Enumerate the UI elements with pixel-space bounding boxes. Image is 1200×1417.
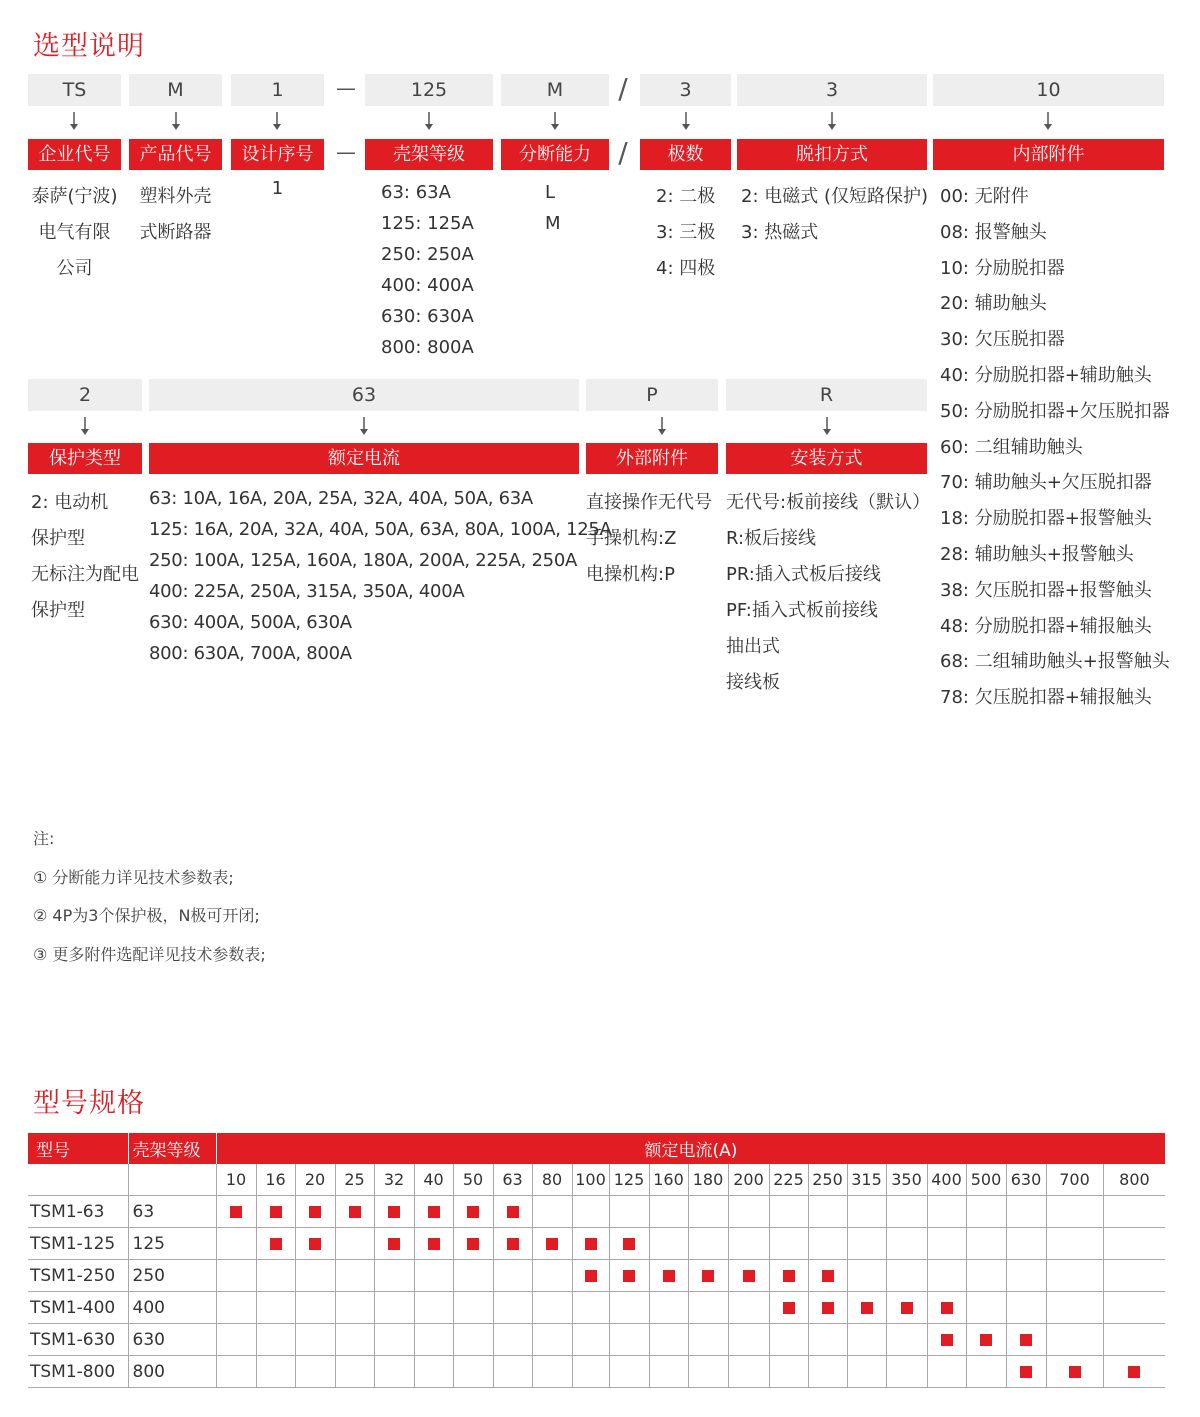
current-header-cell: 225 — [769, 1164, 808, 1196]
frame-cell: 63 — [128, 1196, 216, 1228]
current-header-cell: 100 — [572, 1164, 609, 1196]
note-item: ① 分断能力详见技术参数表; — [33, 867, 234, 887]
rating-cell — [886, 1260, 927, 1292]
label-breaking-capacity: 分断能力 — [501, 139, 609, 170]
available-marker-icon — [623, 1238, 635, 1250]
rating-cell — [728, 1196, 769, 1228]
slash-separator: / — [618, 136, 628, 169]
rating-cell — [688, 1260, 728, 1292]
current-header-cell: 700 — [1046, 1164, 1103, 1196]
rating-cell — [966, 1356, 1006, 1388]
rating-cell — [374, 1260, 414, 1292]
available-marker-icon — [822, 1270, 834, 1282]
rating-cell — [1046, 1292, 1103, 1324]
section-title-spec: 型号规格 — [33, 1088, 145, 1119]
rating-cell — [847, 1260, 886, 1292]
rating-cell — [374, 1324, 414, 1356]
rating-cell — [649, 1228, 688, 1260]
code-frame: 125 — [365, 74, 493, 106]
note-item: ③ 更多附件选配详见技术参数表; — [33, 944, 266, 964]
available-marker-icon — [1069, 1366, 1081, 1378]
frame-cell: 800 — [128, 1356, 216, 1388]
arrow-down-icon — [680, 111, 692, 131]
available-marker-icon — [941, 1334, 953, 1346]
rating-cell — [414, 1324, 453, 1356]
label-frame-level: 壳架等级 — [365, 139, 493, 170]
rating-cell — [808, 1228, 847, 1260]
desc-product: 塑料外壳 式断路器 — [139, 186, 212, 243]
rating-cell — [572, 1228, 609, 1260]
arrow-down-icon — [358, 416, 370, 436]
rating-cell — [295, 1356, 335, 1388]
rating-cell — [453, 1292, 493, 1324]
rating-cell — [769, 1228, 808, 1260]
rating-cell — [1046, 1356, 1103, 1388]
available-marker-icon — [349, 1206, 361, 1218]
rating-cell — [295, 1260, 335, 1292]
rating-cell — [256, 1356, 295, 1388]
rating-cell — [966, 1228, 1006, 1260]
rating-cell — [688, 1196, 728, 1228]
col-current: 额定电流(A) — [216, 1133, 1165, 1164]
rating-cell — [808, 1356, 847, 1388]
rating-cell — [374, 1356, 414, 1388]
rating-cell — [1046, 1324, 1103, 1356]
rating-cell — [532, 1324, 572, 1356]
current-header-cell: 250 — [808, 1164, 847, 1196]
available-marker-icon — [941, 1302, 953, 1314]
desc-breaking: L M — [545, 182, 561, 234]
rating-cell — [453, 1356, 493, 1388]
rating-cell — [1103, 1260, 1165, 1292]
rating-cell — [808, 1196, 847, 1228]
rating-cell — [256, 1260, 295, 1292]
rating-cell — [688, 1228, 728, 1260]
available-marker-icon — [467, 1206, 479, 1218]
rating-cell — [1006, 1356, 1046, 1388]
code-install: R — [726, 379, 927, 411]
note-heading: 注: — [33, 829, 55, 848]
rating-cell — [414, 1196, 453, 1228]
dash-separator: — — [336, 76, 356, 100]
rating-cell — [1103, 1196, 1165, 1228]
available-marker-icon — [980, 1334, 992, 1346]
current-header-cell: 32 — [374, 1164, 414, 1196]
available-marker-icon — [783, 1270, 795, 1282]
rating-cell — [808, 1260, 847, 1292]
rating-cell — [374, 1228, 414, 1260]
rating-cell — [966, 1292, 1006, 1324]
model-cell: TSM1-250 — [28, 1260, 128, 1292]
rating-cell — [493, 1260, 532, 1292]
code-breaking: M — [501, 74, 609, 106]
rating-cell — [572, 1356, 609, 1388]
rating-cell — [769, 1260, 808, 1292]
rating-cell — [414, 1260, 453, 1292]
rating-cell — [572, 1324, 609, 1356]
rating-cell — [216, 1260, 256, 1292]
current-header-cell: 63 — [493, 1164, 532, 1196]
rating-cell — [649, 1324, 688, 1356]
available-marker-icon — [507, 1206, 519, 1218]
arrow-down-icon — [271, 111, 283, 131]
rating-cell — [216, 1324, 256, 1356]
rating-cell — [808, 1324, 847, 1356]
rating-cell — [532, 1260, 572, 1292]
rating-cell — [295, 1196, 335, 1228]
current-header-cell: 800 — [1103, 1164, 1165, 1196]
col-model: 型号 — [28, 1133, 128, 1164]
rating-cell — [886, 1196, 927, 1228]
rating-cell — [335, 1356, 374, 1388]
rating-cell — [649, 1356, 688, 1388]
code-current: 63 — [149, 379, 579, 411]
rating-cell — [335, 1260, 374, 1292]
rating-cell — [374, 1196, 414, 1228]
label-protection-type: 保护类型 — [28, 443, 142, 474]
current-header-cell: 200 — [728, 1164, 769, 1196]
rating-cell — [886, 1324, 927, 1356]
current-header-cell: 400 — [927, 1164, 966, 1196]
col-frame: 壳架等级 — [128, 1133, 216, 1164]
arrow-down-icon — [423, 111, 435, 131]
code-trip: 3 — [737, 74, 927, 106]
table-row — [28, 1196, 1165, 1228]
label-poles: 极数 — [640, 139, 731, 170]
model-cell: TSM1-63 — [28, 1196, 128, 1228]
rating-cell — [1006, 1228, 1046, 1260]
frame-cell: 630 — [128, 1324, 216, 1356]
code-poles: 3 — [640, 74, 731, 106]
rating-cell — [769, 1324, 808, 1356]
current-header-cell: 315 — [847, 1164, 886, 1196]
label-trip-type: 脱扣方式 — [737, 139, 927, 170]
rating-cell — [649, 1196, 688, 1228]
rating-cell — [609, 1356, 649, 1388]
desc-frame: 63: 63A 125: 125A 250: 250A 400: 400A 630: 630A 800: 800A — [381, 182, 474, 358]
available-marker-icon — [1128, 1366, 1140, 1378]
rating-cell — [927, 1324, 966, 1356]
rating-cell — [216, 1292, 256, 1324]
rating-cell — [1103, 1356, 1165, 1388]
rating-cell — [688, 1356, 728, 1388]
rating-cell — [847, 1292, 886, 1324]
rating-cell — [649, 1260, 688, 1292]
model-cell: TSM1-630 — [28, 1324, 128, 1356]
model-cell: TSM1-400 — [28, 1292, 128, 1324]
rating-cell — [256, 1196, 295, 1228]
rating-cell — [414, 1292, 453, 1324]
rating-cell — [256, 1324, 295, 1356]
rating-cell — [728, 1324, 769, 1356]
rating-cell — [609, 1228, 649, 1260]
table-row — [28, 1260, 1165, 1292]
rating-cell — [649, 1292, 688, 1324]
current-header-cell: 40 — [414, 1164, 453, 1196]
frame-cell: 400 — [128, 1292, 216, 1324]
rating-cell — [335, 1196, 374, 1228]
table-header-row — [28, 1133, 1165, 1164]
available-marker-icon — [428, 1238, 440, 1250]
rating-cell — [295, 1324, 335, 1356]
arrow-down-icon — [68, 111, 80, 131]
current-header-cell: 180 — [688, 1164, 728, 1196]
available-marker-icon — [467, 1238, 479, 1250]
current-header-cell: 20 — [295, 1164, 335, 1196]
rating-cell — [453, 1228, 493, 1260]
rating-cell — [769, 1292, 808, 1324]
rating-cell — [847, 1356, 886, 1388]
frame-cell: 250 — [128, 1260, 216, 1292]
available-marker-icon — [663, 1270, 675, 1282]
rating-cell — [493, 1292, 532, 1324]
rating-cell — [966, 1260, 1006, 1292]
available-marker-icon — [822, 1302, 834, 1314]
arrow-down-icon — [170, 111, 182, 131]
available-marker-icon — [230, 1206, 242, 1218]
frame-cell: 125 — [128, 1228, 216, 1260]
rating-cell — [1006, 1292, 1046, 1324]
table-row — [28, 1292, 1165, 1324]
current-header-cell: 10 — [216, 1164, 256, 1196]
rating-cell — [927, 1356, 966, 1388]
rating-cell — [769, 1196, 808, 1228]
rating-cell — [295, 1228, 335, 1260]
rating-cell — [728, 1356, 769, 1388]
arrow-down-icon — [549, 111, 561, 131]
note-item: ② 4P为3个保护极，N极可开闭; — [33, 906, 260, 925]
rating-cell — [1103, 1324, 1165, 1356]
label-design-number: 设计序号 — [231, 139, 324, 170]
available-marker-icon — [585, 1238, 597, 1250]
rating-cell — [609, 1292, 649, 1324]
label-enterprise-code: 企业代号 — [28, 139, 121, 170]
rating-cell — [966, 1324, 1006, 1356]
current-header-cell: 630 — [1006, 1164, 1046, 1196]
available-marker-icon — [270, 1238, 282, 1250]
rating-cell — [453, 1196, 493, 1228]
rating-cell — [572, 1260, 609, 1292]
rating-cell — [609, 1196, 649, 1228]
rating-cell — [1006, 1260, 1046, 1292]
desc-company: 泰萨(宁波) 电气有限 公司 — [31, 186, 118, 279]
rating-cell — [1046, 1260, 1103, 1292]
current-header-cell: 125 — [609, 1164, 649, 1196]
rating-cell — [927, 1196, 966, 1228]
rating-cell — [335, 1228, 374, 1260]
desc-current: 63: 10A, 16A, 20A, 25A, 32A, 40A, 50A, 63A 125: 16A, 20A, 32A, 40A, 50A, 63A, 80A, 100A, 125A 250: 100A, 125A, 160A, 180A, 200A, 225A, 250A 400: 225A, 250A, 315A, 350A, 400A 630: 400A, 500A, 630A 800: 630A, 700A, 800A — [149, 488, 612, 664]
current-header-cell: 500 — [966, 1164, 1006, 1196]
available-marker-icon — [428, 1206, 440, 1218]
available-marker-icon — [743, 1270, 755, 1282]
arrow-down-icon — [826, 111, 838, 131]
rating-cell — [493, 1228, 532, 1260]
model-cell: TSM1-800 — [28, 1356, 128, 1388]
slash-separator: / — [618, 72, 628, 105]
rating-cell — [256, 1228, 295, 1260]
rating-cell — [966, 1196, 1006, 1228]
available-marker-icon — [623, 1270, 635, 1282]
available-marker-icon — [507, 1238, 519, 1250]
rating-cell — [532, 1228, 572, 1260]
available-marker-icon — [585, 1270, 597, 1282]
current-header-cell: 80 — [532, 1164, 572, 1196]
rating-cell — [572, 1196, 609, 1228]
rating-cell — [493, 1324, 532, 1356]
available-marker-icon — [270, 1206, 282, 1218]
code-internal: 10 — [933, 74, 1164, 106]
table-row — [28, 1356, 1165, 1388]
code-protect: 2 — [28, 379, 142, 411]
current-header-cell: 50 — [453, 1164, 493, 1196]
notes — [33, 820, 266, 974]
code-design: 1 — [231, 74, 324, 106]
available-marker-icon — [388, 1238, 400, 1250]
current-header-cell: 16 — [256, 1164, 295, 1196]
rating-cell — [927, 1292, 966, 1324]
dash-separator: — — [336, 140, 356, 164]
rating-cell — [769, 1356, 808, 1388]
rating-cell — [927, 1228, 966, 1260]
rating-cell — [295, 1292, 335, 1324]
code-enterprise: TS — [28, 74, 121, 106]
available-marker-icon — [546, 1238, 558, 1250]
rating-cell — [609, 1324, 649, 1356]
code-external: P — [586, 379, 718, 411]
current-header-row — [28, 1164, 1165, 1196]
rating-cell — [688, 1292, 728, 1324]
rating-cell — [335, 1324, 374, 1356]
rating-cell — [688, 1324, 728, 1356]
rating-cell — [414, 1356, 453, 1388]
rating-cell — [1006, 1324, 1046, 1356]
available-marker-icon — [1020, 1366, 1032, 1378]
rating-cell — [532, 1292, 572, 1324]
rating-cell — [1046, 1196, 1103, 1228]
arrow-down-icon — [656, 416, 668, 436]
available-marker-icon — [783, 1302, 795, 1314]
desc-trip: 2: 电磁式 (仅短路保护) 3: 热磁式 — [741, 186, 929, 243]
code-product: M — [129, 74, 222, 106]
available-marker-icon — [702, 1270, 714, 1282]
spec-table — [28, 1133, 1165, 1388]
current-header-cell: 25 — [335, 1164, 374, 1196]
rating-cell — [927, 1260, 966, 1292]
section-title-selection: 选型说明 — [33, 31, 145, 62]
rating-cell — [1006, 1196, 1046, 1228]
model-cell: TSM1-125 — [28, 1228, 128, 1260]
rating-cell — [847, 1228, 886, 1260]
rating-cell — [532, 1356, 572, 1388]
rating-cell — [453, 1260, 493, 1292]
rating-cell — [493, 1356, 532, 1388]
label-internal-accessory: 内部附件 — [933, 139, 1164, 170]
available-marker-icon — [861, 1302, 873, 1314]
rating-cell — [886, 1292, 927, 1324]
available-marker-icon — [309, 1206, 321, 1218]
available-marker-icon — [388, 1206, 400, 1218]
rating-cell — [886, 1356, 927, 1388]
arrow-down-icon — [1042, 111, 1054, 131]
rating-cell — [1103, 1228, 1165, 1260]
available-marker-icon — [309, 1238, 321, 1250]
desc-internal: 00: 无附件 08: 报警触头 10: 分励脱扣器 20: 辅助触头 30: 欠压脱扣器 40: 分励脱扣器+辅助触头 50: 分励脱扣器+欠压脱扣器 60: 二组辅助触头 70: 辅助触头+欠压脱扣器 18: 分励脱扣器+报警触头 28: 辅助触头+报警触头 38: 欠压脱扣器+报警触头 48: 分励脱扣器+辅报触头 68: 二组辅助触头+报警触头 78: 欠压脱扣器+辅报触头 — [940, 186, 1170, 709]
desc-protect: 2: 电动机 保护型 无标注为配电 保护型 — [31, 492, 139, 621]
label-rated-current: 额定电流 — [149, 443, 579, 474]
label-external-accessory: 外部附件 — [586, 443, 718, 474]
rating-cell — [493, 1196, 532, 1228]
desc-external: 直接操作无代号 手操机构:Z 电操机构:P — [586, 492, 712, 585]
rating-cell — [256, 1292, 295, 1324]
desc-design: 1 — [271, 178, 284, 199]
table-row — [28, 1324, 1165, 1356]
rating-cell — [808, 1292, 847, 1324]
rating-cell — [216, 1356, 256, 1388]
desc-poles: 2: 二极 3: 三极 4: 四极 — [656, 186, 716, 279]
rating-cell — [728, 1228, 769, 1260]
current-header-cell: 350 — [886, 1164, 927, 1196]
rating-cell — [335, 1292, 374, 1324]
rating-cell — [1046, 1228, 1103, 1260]
rating-cell — [572, 1292, 609, 1324]
rating-cell — [847, 1324, 886, 1356]
rating-cell — [374, 1292, 414, 1324]
rating-cell — [728, 1292, 769, 1324]
label-install-method: 安装方式 — [726, 443, 927, 474]
rating-cell — [609, 1260, 649, 1292]
available-marker-icon — [1020, 1334, 1032, 1346]
rating-cell — [216, 1196, 256, 1228]
table-row — [28, 1228, 1165, 1260]
label-product-code: 产品代号 — [129, 139, 222, 170]
rating-cell — [453, 1324, 493, 1356]
arrow-down-icon — [821, 416, 833, 436]
arrow-down-icon — [79, 416, 91, 436]
rating-cell — [216, 1228, 256, 1260]
desc-install: 无代号:板前接线（默认） R:板后接线 PR:插入式板后接线 PF:插入式板前接线 抽出式 接线板 — [726, 492, 931, 693]
available-marker-icon — [901, 1302, 913, 1314]
rating-cell — [414, 1228, 453, 1260]
rating-cell — [847, 1196, 886, 1228]
rating-cell — [532, 1196, 572, 1228]
current-header-cell: 160 — [649, 1164, 688, 1196]
rating-cell — [1103, 1292, 1165, 1324]
rating-cell — [728, 1260, 769, 1292]
rating-cell — [886, 1228, 927, 1260]
